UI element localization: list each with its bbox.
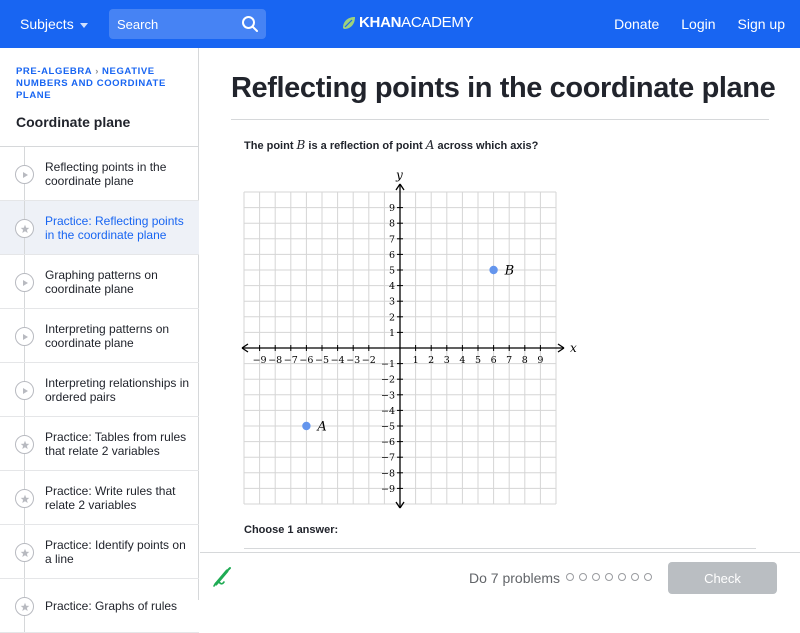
star-icon [15,435,34,454]
progress-dot [566,573,574,581]
logo-text-bold: KHAN [359,14,402,31]
breadcrumb-unit[interactable]: NEGATIVE NUMBERS AND COORDINATE PLANE [16,66,166,101]
sidebar-item[interactable] [0,147,199,201]
x-tick-label: 7 [506,355,513,366]
data-point [302,422,310,430]
question-part: is a reflection of point [305,140,426,152]
progress-dot [644,573,652,581]
point-label: B [504,263,515,279]
x-tick-label: −7 [283,355,298,366]
sidebar-item[interactable] [0,471,199,525]
check-button[interactable]: Check [668,562,777,594]
y-tick-label: −4 [380,405,395,417]
progress-dot [618,573,626,581]
x-tick-label: −6 [299,355,314,366]
progress-dot [579,573,587,581]
question-part: The point [244,140,297,152]
title-divider [231,119,769,120]
sidebar-item[interactable] [0,417,199,471]
star-icon [15,543,34,562]
x-tick-label: 2 [428,355,435,366]
sidebar-item[interactable] [0,525,199,579]
sidebar-item-label: Practice: Graphs of rules [45,598,178,613]
point-label: A [317,419,327,435]
x-tick-label: 8 [521,355,528,366]
leaf-logo-icon [342,16,356,30]
page-title: Reflecting points in the coordinate plane [231,72,776,104]
choose-answer-label: Choose 1 answer: [244,524,339,536]
breadcrumb-course[interactable]: PRE-ALGEBRA [16,66,93,77]
y-tick-label: 3 [388,296,395,308]
progress-dot [631,573,639,581]
answer-divider [244,548,756,549]
sidebar-item-label: Practice: Tables from rules that relate 2 variables [45,429,187,458]
progress-dot [605,573,613,581]
search-input[interactable] [109,9,266,39]
sidebar-item[interactable] [0,255,199,309]
y-tick-label: −2 [380,374,395,386]
x-tick-label: 3 [443,355,450,366]
progress-dots [566,573,652,581]
x-tick-label: −8 [268,355,283,366]
signup-link[interactable]: Sign up [737,16,785,32]
search-icon[interactable] [241,15,259,33]
main-content [200,48,800,552]
star-icon [15,219,34,238]
progress-dot [592,573,600,581]
y-tick-label: −6 [380,437,395,449]
y-tick-label: 7 [388,234,395,246]
data-point [489,266,497,274]
sidebar-item-label: Practice: Write rules that relate 2 variables [45,483,176,512]
sidebar-item[interactable] [0,309,199,363]
khan-academy-logo[interactable] [342,14,473,31]
x-tick-label: −5 [314,355,330,366]
logo-text: ACADEMY [401,14,474,31]
login-link[interactable]: Login [681,16,716,32]
y-tick-label: 4 [388,281,395,293]
question-point-b: B [296,138,306,152]
y-tick-label: −7 [380,452,395,464]
donate-link[interactable]: Donate [614,16,660,32]
x-tick-label: −4 [330,355,345,366]
sidebar-item-label: Graphing patterns on coordinate plane [45,267,158,296]
sidebar-item-label: Practice: Reflecting points in the coordinate plane [45,213,184,242]
sidebar [0,48,199,613]
question-point-a: A [425,138,435,152]
unit-title: Coordinate plane [16,114,131,130]
question-text [244,138,538,152]
sidebar-list [0,146,199,633]
y-tick-label: −9 [380,483,395,495]
search-placeholder: Search [117,16,159,32]
y-tick-label: 8 [388,218,395,230]
y-tick-label: −1 [380,359,395,371]
x-tick-label: 5 [474,355,482,366]
breadcrumb [16,66,186,102]
top-nav [0,0,800,48]
sidebar-item-label: Interpreting patterns on coordinate plane [45,321,170,350]
y-tick-label: −5 [380,421,395,433]
scratchpad-icon[interactable] [212,566,234,588]
star-icon [15,597,34,616]
x-tick-label: −9 [252,355,267,366]
problem-count-text: Do 7 problems [469,570,561,586]
play-icon [15,327,34,346]
x-tick-label: 1 [412,355,419,366]
subjects-label: Subjects [20,16,74,32]
nav-links [614,16,785,32]
sidebar-item-label: Interpreting relationships in ordered pairs [45,375,190,404]
y-tick-label: 1 [388,327,395,339]
coordinate-plane-graph [240,168,580,507]
y-tick-label: 2 [388,312,395,324]
y-axis-label: y [396,168,403,182]
subjects-menu[interactable] [20,16,88,32]
play-icon [15,273,34,292]
x-tick-label: −3 [346,355,361,366]
exercise-footer [200,552,800,600]
x-axis-label: x [570,341,577,355]
y-tick-label: 6 [388,249,395,261]
chevron-down-icon [80,23,88,28]
sidebar-item-label: Reflecting points in the coordinate plane [45,159,167,188]
sidebar-item[interactable] [0,363,199,417]
sidebar-item[interactable] [0,201,199,255]
y-tick-label: −8 [380,468,395,480]
x-tick-label: −2 [361,355,376,366]
sidebar-item[interactable] [0,579,199,633]
x-tick-label: 6 [490,355,497,366]
sidebar-item-label: Practice: Identify points on a line [45,537,186,566]
x-tick-label: 4 [459,355,466,366]
play-icon [15,165,34,184]
y-tick-label: 5 [388,265,395,277]
y-tick-label: −3 [380,390,395,402]
x-tick-label: 9 [537,355,544,366]
play-icon [15,381,34,400]
question-part: across which axis? [434,140,539,152]
star-icon [15,489,34,508]
chevron-right-icon: › [95,66,100,77]
y-tick-label: 9 [388,203,395,215]
